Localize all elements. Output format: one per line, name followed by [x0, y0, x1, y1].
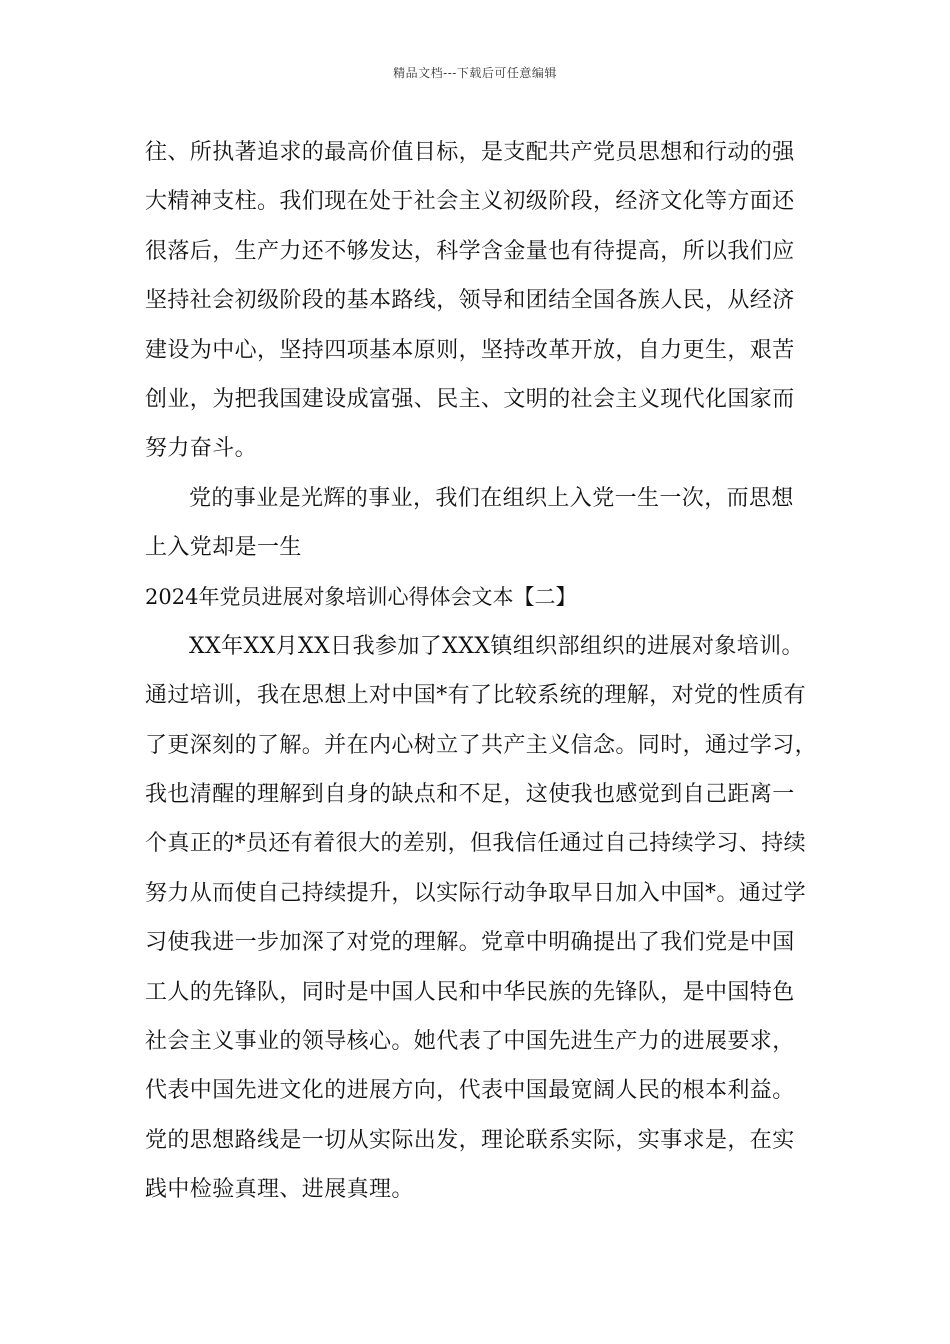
- body-line: 个真正的*员还有着很大的差别，但我信任通过自己持续学习、持续: [145, 831, 807, 857]
- body-line: 代表中国先进文化的进展方向，代表中国最宽阔人民的根本利益。: [145, 1078, 795, 1104]
- body-line: 了更深刻的了解。并在内心树立了共产主义信念。同时，通过学习，: [145, 732, 818, 758]
- body-line: 工人的先锋队，同时是中国人民和中华民族的先锋队，是中国特色: [145, 979, 795, 1005]
- body-line: 大精神支柱。我们现在处于社会主义初级阶段，经济文化等方面还: [145, 189, 795, 215]
- body-line: 我也清醒的理解到自身的缺点和不足，这使我也感觉到自己距离一: [145, 782, 795, 808]
- document-body: [145, 128, 835, 1215]
- body-line: 上入党却是一生: [145, 535, 302, 561]
- body-line: 社会主义事业的领导核心。她代表了中国先进生产力的进展要求，: [145, 1029, 795, 1055]
- body-line: 习使我进一步加深了对党的理解。党章中明确提出了我们党是中国: [145, 930, 795, 956]
- body-line: 建设为中心，坚持四项基本原则，坚持改革开放，自力更生，艰苦: [145, 337, 795, 363]
- body-line: 努力从而使自己持续提升，以实际行动争取早日加入中国*。通过学: [145, 880, 807, 906]
- body-line: 党的思想路线是一切从实际出发，理论联系实际，实事求是，在实: [145, 1127, 795, 1153]
- body-line: 很落后，生产力还不够发达，科学含金量也有待提高，所以我们应: [145, 238, 795, 264]
- page-header: 精品文档---下载后可任意编辑: [393, 66, 557, 80]
- body-line: 践中检验真理、进展真理。: [145, 1177, 414, 1203]
- body-line: 通过培训，我在思想上对中国*有了比较系统的理解，对党的性质有: [145, 683, 807, 709]
- body-line: 往、所执著追求的最高价值目标，是支配共产党员思想和行动的强: [145, 140, 795, 165]
- paragraph-start-line: XX年XX月XX日我参加了XXX镇组织部组织的进展对象培训。: [189, 633, 804, 659]
- body-line: 努力奋斗。: [145, 436, 258, 462]
- section-heading: 2024年党员进展对象培训心得体会文本【二】: [145, 584, 577, 609]
- paragraph-start-line: 党的事业是光辉的事业，我们在组织上入党一生一次，而思想: [189, 485, 794, 511]
- body-line: 坚持社会初级阶段的基本路线，领导和团结全国各族人民，从经济: [145, 288, 795, 314]
- body-line: 创业，为把我国建设成富强、民主、文明的社会主义现代化国家而: [145, 386, 795, 412]
